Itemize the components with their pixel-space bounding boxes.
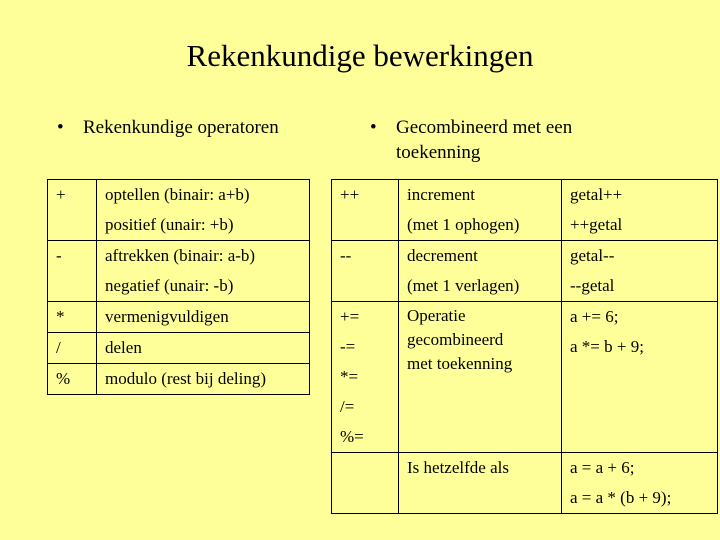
operator-symbol: - bbox=[48, 241, 97, 302]
operator-description: vermenigvuldigen bbox=[97, 302, 310, 333]
operator-description: modulo (rest bij deling) bbox=[97, 364, 310, 395]
table-row bbox=[332, 180, 718, 241]
table-row bbox=[48, 364, 310, 395]
operator-symbol: * bbox=[48, 302, 97, 333]
bullet-icon: • bbox=[57, 117, 64, 138]
table-row bbox=[332, 302, 718, 453]
operator-example: getal-- --getal bbox=[562, 241, 718, 302]
bullet-label: Rekenkundige operatoren bbox=[83, 117, 279, 138]
operator-example: a = a + 6; a = a * (b + 9); bbox=[562, 453, 718, 514]
operator-symbol: ++ bbox=[332, 180, 399, 241]
operator-description: delen bbox=[97, 333, 310, 364]
operator-symbol: / bbox=[48, 333, 97, 364]
operator-symbol: % bbox=[48, 364, 97, 395]
operator-symbol: += -= *= /= %= bbox=[332, 302, 399, 453]
operator-symbol: -- bbox=[332, 241, 399, 302]
table-row bbox=[48, 333, 310, 364]
bullet-icon: • bbox=[370, 117, 377, 138]
combined-assignment-table bbox=[331, 179, 718, 514]
operator-description: increment (met 1 ophogen) bbox=[399, 180, 562, 241]
operator-symbol bbox=[332, 453, 399, 514]
operator-description: optellen (binair: a+b) positief (unair: +b) bbox=[97, 180, 310, 241]
table-row bbox=[48, 241, 310, 302]
operator-example: a += 6; a *= b + 9; bbox=[562, 302, 718, 453]
table-row bbox=[48, 180, 310, 241]
operator-description: aftrekken (binair: a-b) negatief (unair: -b) bbox=[97, 241, 310, 302]
bullet-label-line-2: toekenning bbox=[396, 142, 481, 163]
bullet-label-line-1: Gecombineerd met een bbox=[396, 117, 573, 138]
arithmetic-operators-table bbox=[47, 179, 310, 395]
table-row bbox=[332, 453, 718, 514]
operator-description: Is hetzelfde als bbox=[399, 453, 562, 514]
operator-symbol: + bbox=[48, 180, 97, 241]
operator-example: getal++ ++getal bbox=[562, 180, 718, 241]
table-row bbox=[332, 241, 718, 302]
page-title: Rekenkundige bewerkingen bbox=[186, 38, 534, 73]
operator-description: decrement (met 1 verlagen) bbox=[399, 241, 562, 302]
table-row bbox=[48, 302, 310, 333]
operator-description: Operatie gecombineerd met toekenning bbox=[399, 302, 562, 453]
